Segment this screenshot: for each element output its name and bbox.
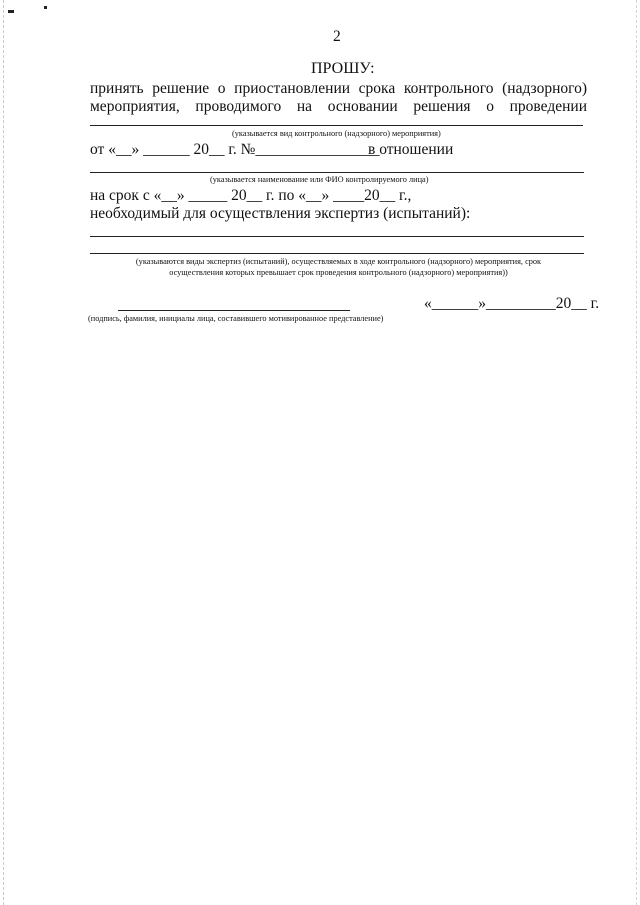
page-number: 2	[333, 28, 341, 45]
signature-line	[118, 310, 350, 311]
date-number-row: от «__» ______ 20__ г. №________________	[90, 141, 380, 158]
request-line-1: принять решение о приостановлении срока контрольного (надзорного)	[90, 80, 587, 97]
scan-edge-right	[636, 0, 638, 905]
expertise-row: необходимый для осуществления экспертиз (испытаний):	[90, 205, 471, 222]
field-line-event-type	[90, 125, 583, 126]
scan-mark	[44, 6, 47, 9]
term-row: на срок с «__» _____ 20__ г. по «__» ____20__ г.,	[90, 187, 412, 204]
heading-request: ПРОШУ:	[311, 60, 375, 77]
caption-expertise	[90, 256, 587, 278]
signature-date: «______»_________20__ г.	[424, 295, 600, 312]
caption-expertise-line-1: (указываются виды экспертиз (испытаний), осуществляемых в ходе контрольного (надзорного) мероприятия, срок	[135, 257, 542, 266]
scan-edge-left	[3, 0, 5, 905]
regarding-label: в отношении	[368, 141, 454, 158]
caption-expertise-line-2: осуществления которых превышает срок проведения контрольного (надзорного) мероприятия))	[169, 268, 508, 277]
caption-signature: (подпись, фамилия, инициалы лица, составившего мотивированное представление)	[88, 314, 384, 323]
caption-event-type: (указывается вид контрольного (надзорного) мероприятия)	[232, 129, 441, 138]
field-line-subject	[90, 172, 584, 173]
caption-subject: (указывается наименование или ФИО контролируемого лица)	[210, 175, 429, 184]
scan-mark	[8, 10, 14, 13]
field-line-expertise-1	[90, 236, 584, 237]
request-line-2: мероприятия, проводимого на основании решения о проведении	[90, 98, 587, 115]
field-line-expertise-2	[90, 253, 584, 254]
